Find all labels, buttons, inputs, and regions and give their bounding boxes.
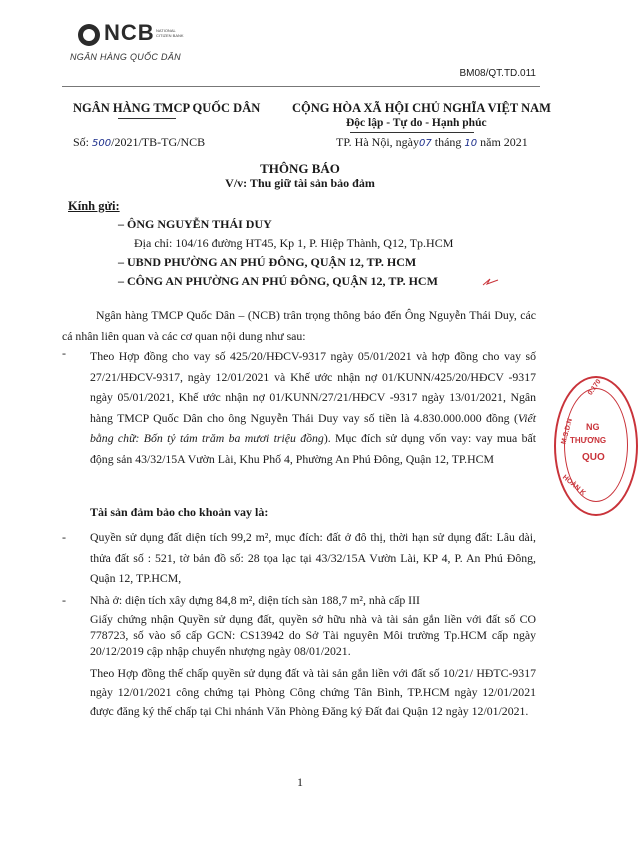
mortgage-paragraph: Theo Hợp đồng thế chấp quyền sử dụng đất và tài sản gắn liền với đất số 10/21/ HĐTC-9317 ngày 12/01/2021 công chứng tại Phòng Công chứng Tân Bình, TP.HCM ngày 12/01/2021 được đăng ký thế chấp tại Chi nhánh Văn Phòng Đăng ký Đất đai Quận 12 ngày 12/01/2021.	[90, 666, 536, 718]
recipient-3: – CÔNG AN PHƯỜNG AN PHÚ ĐÔNG, QUẬN 12, TP. HCM	[118, 274, 438, 288]
ncb-logo	[70, 18, 190, 70]
pen-mark-icon	[482, 277, 500, 287]
recipients-label: Kính gửi:	[68, 199, 120, 213]
document-subject: V/v: Thu giữ tài sản bảo đảm	[225, 176, 375, 190]
nation-title: CỘNG HÒA XÃ HỘI CHỦ NGHĨA VIỆT NAM	[292, 101, 551, 115]
bank-underline	[118, 118, 176, 119]
page-number: 1	[297, 775, 303, 789]
logo-sub: NATIONAL CITIZEN BANK	[156, 28, 184, 38]
company-seal: 0.170 M.S.D.N NG THƯƠNG QUO HOÀN K	[548, 370, 600, 520]
collateral-heading: Tài sản đảm bảo cho khoản vay là:	[90, 505, 269, 519]
header-divider	[62, 86, 540, 87]
date-month: 10	[464, 138, 478, 149]
bullet-dash: -	[62, 593, 66, 607]
document-number: Số: 500/2021/TB-TG/NCB	[73, 135, 206, 149]
document-title: THÔNG BÁO	[260, 161, 340, 176]
recipient-1: – ÔNG NGUYỄN THÁI DUY	[118, 217, 272, 231]
loan-paragraph: Theo Hợp đồng cho vay số 425/20/HĐCV-9317 ngày 05/01/2021 và hợp đồng cho vay số 27/21/HĐCV-9317, ngày 12/01/2021 và Khế ước nhận nợ 01/KUNN/425/20/HĐCV -9317 ngày 05/01/2021, Khế ước nhận nợ 01/KUNN/27/21/HĐCV -9317 ngày 13/01/2021, Ngân hàng TMCP Quốc Dân cho ông Nguyễn Thái Duy vay số tiền là 4.830.000.000 đồng (Viết bằng chữ: Bốn tỷ tám trăm ba mươi triệu đồng). Mục đích sử dụng vốn vay: vay mua bất động sản 43/32/15A Vườn Lài, Khu Phố 4, Phường An Phú Đông, Quận 12, TP.HCM	[90, 349, 536, 466]
logo-tagline: NGÂN HÀNG QUỐC DÂN	[70, 52, 181, 62]
form-code: BM08/QT.TD.011	[459, 68, 536, 79]
date-day: 07	[419, 138, 432, 149]
land-paragraph: Quyền sử dụng đất diện tích 99,2 m², mục đích: đất ở đô thị, thời hạn sử dụng đất: Lâu dài, thửa đất số : 521, tờ bản đồ số: 28 tọa lạc tại 43/32/15A Vườn Lài, KP 4, P. An Phú Đông, Quận 12, TP.HCM,	[90, 530, 536, 585]
bank-name: NGÂN HÀNG TMCP QUỐC DÂN	[73, 101, 261, 115]
loan-amount-in-words: Viết bằng chữ: Bốn tỷ tám trăm ba mươi triệu đồng	[90, 410, 536, 445]
bullet-dash: -	[62, 346, 66, 360]
document-date: TP. Hà Nội, ngày07 tháng 10 năm 2021	[336, 135, 528, 149]
bullet-dash: -	[62, 530, 66, 544]
house-paragraph: Nhà ở: diện tích xây dựng 84,8 m², diện tích sàn 188,7 m², nhà cấp III	[90, 593, 420, 607]
ncb-logo-mark-icon	[78, 24, 100, 46]
certificate-paragraph: Giấy chứng nhận Quyền sử dụng đất, quyền sở hữu nhà và tài sản gắn liền với đất số CO 778723, số vào sổ cấp GCN: CS13942 do Sở Tài nguyên Môi trường Tp.HCM cấp ngày 20/12/2019 cập nhập chuyển nhượng ngày 08/01/2021.	[90, 612, 536, 658]
recipient-2: – UBND PHƯỜNG AN PHÚ ĐÔNG, QUẬN 12, TP. HCM	[118, 255, 417, 269]
recipient-1-address: Địa chỉ: 104/16 đường HT45, Kp 1, P. Hiệp Thành, Q12, Tp.HCM	[134, 236, 454, 250]
motto: Độc lập - Tự do - Hạnh phúc	[346, 117, 487, 129]
intro-paragraph: Ngân hàng TMCP Quốc Dân – (NCB) trân trọng thông báo đến Ông Nguyễn Thái Duy, các cá nhân liên quan và các cơ quan nội dung như sau:	[62, 308, 536, 343]
logo-name: NCB	[104, 20, 155, 45]
document-number-handwritten: 500	[92, 138, 112, 149]
motto-underline	[350, 132, 474, 133]
